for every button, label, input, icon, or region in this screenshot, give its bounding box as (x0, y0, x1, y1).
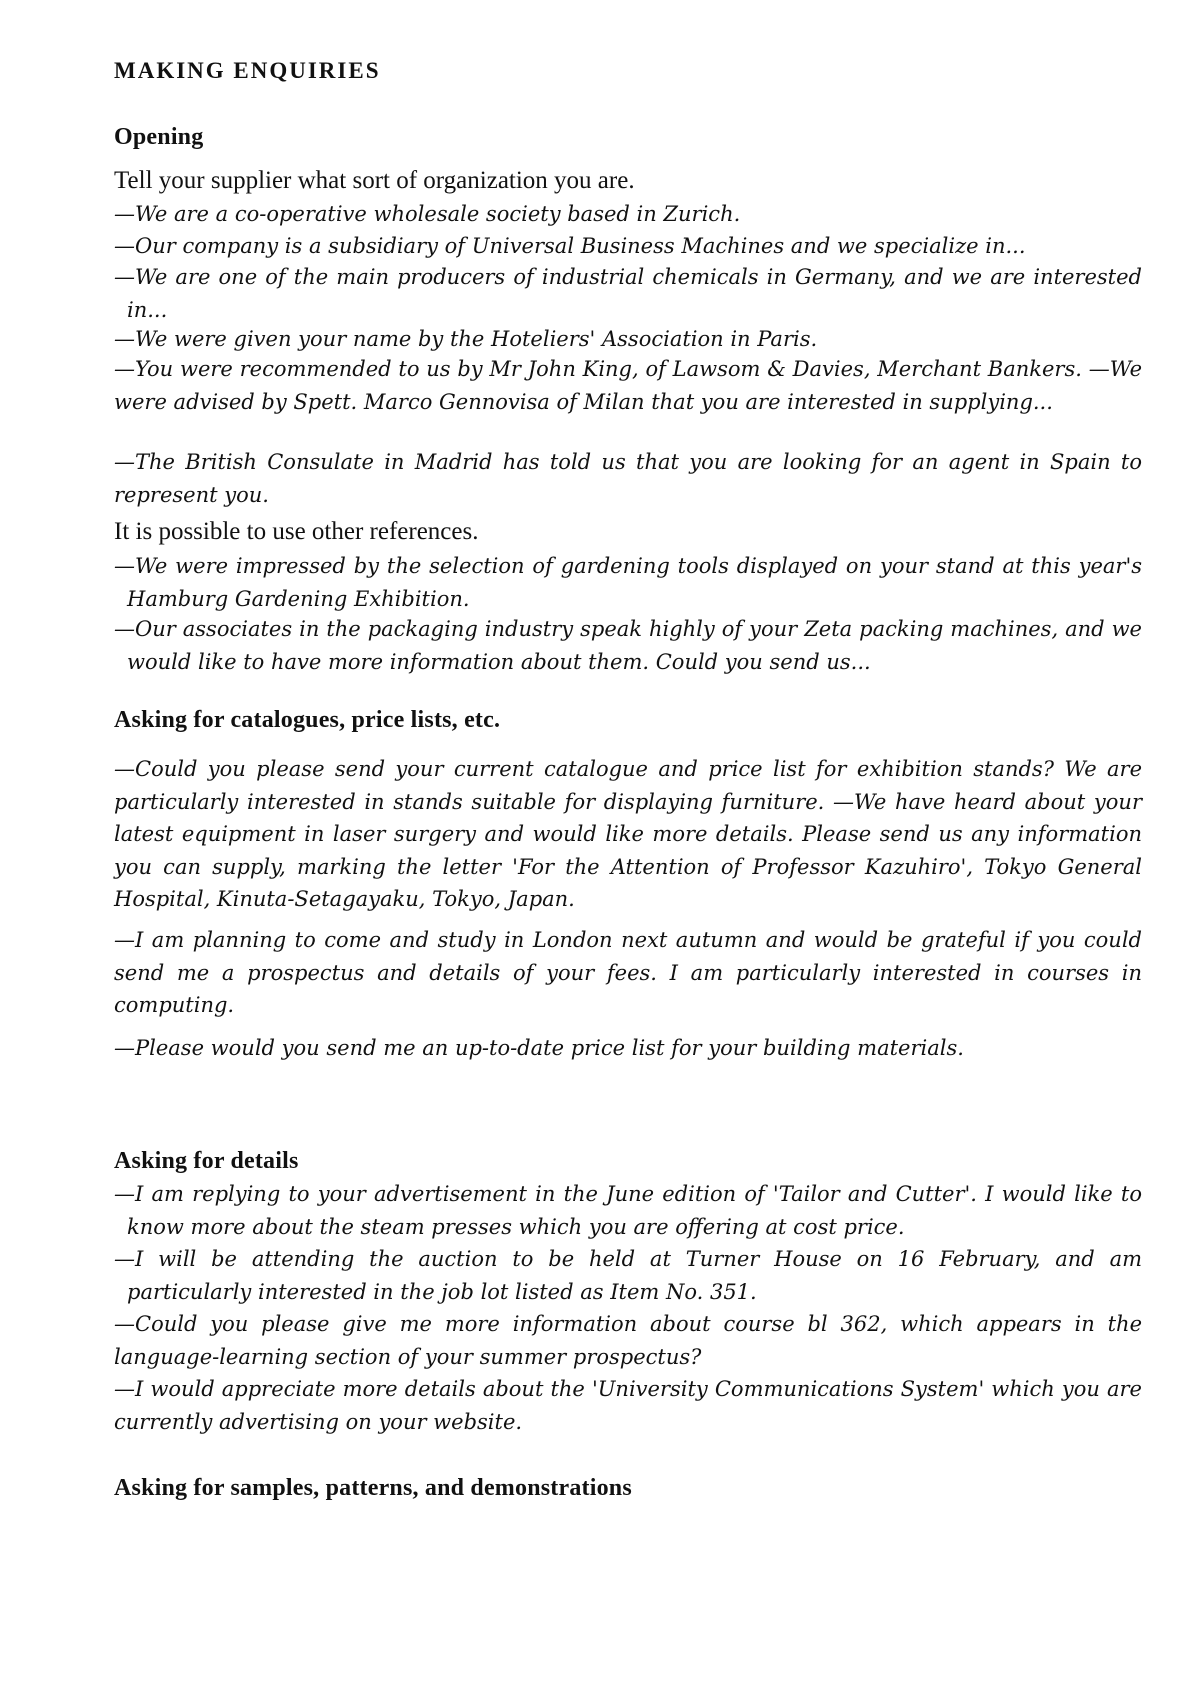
opening-lead-text: Tell your supplier what sort of organization you are. (114, 167, 635, 194)
opening-example-1: —We are a co-operative wholesale society based in Zurich. (114, 202, 741, 226)
details-example-4: —I would appreciate more details about the 'University Communications System' which you are currently advertising on your website. (114, 1377, 1142, 1434)
opening-example-4: —We were given your name by the Hoteliers' Association in Paris. (114, 327, 818, 351)
opening-example-8: —Our associates in the packaging industry speak highly of your Zeta packing machines, and we would like to have more information about them. Could you send us... (114, 617, 1142, 674)
catalogues-paragraph-1: —Could you please send your current catalogue and price list for exhibition stands? We are particularly interested in stands suitable for displaying furniture. —We have heard about your latest equipment in laser surgery and would like more details. Please send us any information you can supply, marking the letter 'For the Attention of Professor Kazuhiro', Tokyo General Hospital, Kinuta-Setagayaku, Tokyo, Japan. (114, 757, 1142, 911)
section-heading-samples: Asking for samples, patterns, and demonstrations (114, 1475, 632, 1501)
details-example-2: —I will be attending the auction to be held at Turner House on 16 February, and am particularly interested in the job lot listed as Item No. 351. (114, 1247, 1142, 1304)
section-heading-details: Asking for details (114, 1148, 299, 1174)
opening-references-text: It is possible to use other references. (114, 518, 479, 545)
details-example-3: —Could you please give me more information about course bl 362, which appears in the language-learning section of your summer prospectus? (114, 1312, 1142, 1369)
opening-example-5: —You were recommended to us by Mr John King, of Lawsom & Davies, Merchant Bankers. —We were advised by Spett. Marco Gennovisa of Milan that you are interested in supplying... (114, 357, 1142, 414)
details-example-1: —I am replying to your advertisement in the June edition of 'Tailor and Cutter'. I would like to know more about the steam presses which you are offering at cost price. (114, 1182, 1142, 1239)
section-heading-opening: Opening (114, 124, 204, 150)
catalogues-paragraph-2: —I am planning to come and study in London next autumn and would be grateful if you could send me a prospectus and details of your fees. I am particularly interested in courses in computing. (114, 928, 1142, 1017)
opening-example-3: —We are one of the main producers of industrial chemicals in Germany, and we are interested in... (114, 265, 1142, 322)
opening-example-7: —We were impressed by the selection of gardening tools displayed on your stand at this year's Hamburg Gardening Exhibition. (114, 554, 1142, 611)
opening-example-6: —The British Consulate in Madrid has told us that you are looking for an agent in Spain to represent you. (114, 450, 1142, 507)
catalogues-paragraph-3: —Please would you send me an up-to-date price list for your building materials. (114, 1036, 964, 1060)
section-heading-catalogues: Asking for catalogues, price lists, etc. (114, 707, 501, 733)
page-title: MAKING ENQUIRIES (114, 58, 381, 83)
opening-example-2: —Our company is a subsidiary of Universal Business Machines and we specialize in... (114, 234, 1026, 258)
